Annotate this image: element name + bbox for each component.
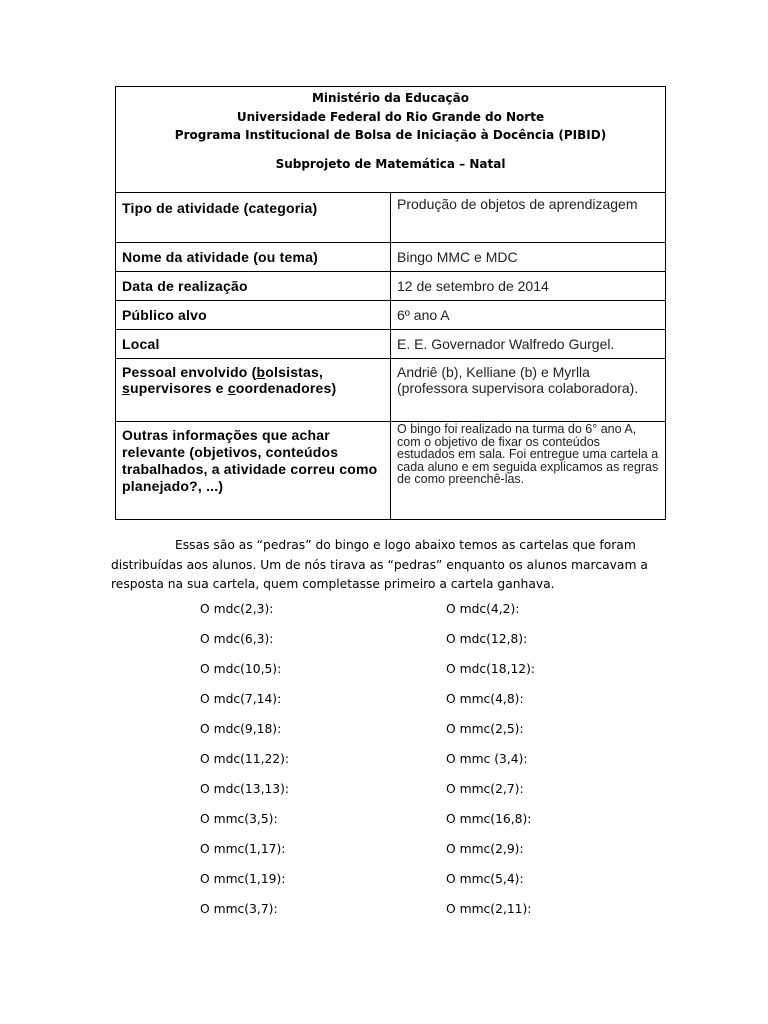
location-value: E. E. Governador Walfredo Gurgel. — [391, 330, 666, 359]
bingo-stone-right: O mmc(2,11): — [446, 902, 532, 916]
bingo-stone-right: O mdc(12,8): — [446, 632, 528, 646]
table-row — [116, 301, 666, 330]
location-label: Local — [116, 330, 391, 359]
bingo-stone-right: O mmc(2,5): — [446, 722, 524, 736]
university-title: Universidade Federal do Rio Grande do Norte — [236, 109, 545, 124]
bingo-stone-right: O mdc(18,12): — [446, 662, 536, 676]
activity-type-value: Produção de objetos de aprendizagem — [391, 193, 666, 243]
staff-label: Pessoal envolvido (bolsistas, supervisores e coordenadores) — [116, 359, 391, 422]
bingo-stone-left: O mmc(3,5): — [200, 812, 278, 826]
activity-report-table — [115, 86, 666, 520]
header-cell — [116, 87, 666, 193]
staff-value: Andriê (b), Kelliane (b) e Myrlla (professora supervisora colaboradora). — [391, 359, 666, 422]
ministry-title: Ministério da Educação — [311, 91, 470, 105]
bingo-stone-right: O mdc(4,2): — [446, 602, 520, 616]
activity-name-label: Nome da atividade (ou tema) — [116, 243, 391, 272]
bingo-stone-right: O mmc(16,8): — [446, 812, 532, 826]
audience-value: 6º ano A — [391, 301, 666, 330]
bingo-stone-left: O mdc(7,14): — [200, 692, 282, 706]
table-row — [116, 330, 666, 359]
bingo-stone-left: O mdc(2,3): — [200, 602, 274, 616]
table-row — [116, 272, 666, 301]
bingo-stone-left: O mdc(6,3): — [200, 632, 274, 646]
bingo-stone-right: O mmc (3,4): — [446, 752, 528, 766]
intro-paragraph: Essas são as “pedras” do bingo e logo abaixo temos as cartelas que foram distribuídas aos alunos. Um de nós tirava as “pedras” enquanto os alunos marcavam a resposta na sua cartela, quem completasse primeiro a cartela ganhava. — [111, 538, 648, 591]
other-info-value: O bingo foi realizado na turma do 6° ano A, com o objetivo de fixar os conteúdos estudados em sala. Foi entregue uma cartela a cada aluno e em seguida explicamos as regras de como preenchê-las. — [391, 422, 666, 520]
bingo-stone-left: O mdc(9,18): — [200, 722, 282, 736]
audience-label: Público alvo — [116, 301, 391, 330]
table-row — [116, 422, 666, 520]
bingo-stone-left: O mdc(13,13): — [200, 782, 290, 796]
activity-type-label: Tipo de atividade (categoria) — [116, 193, 391, 243]
bingo-stone-left: O mmc(3,7): — [200, 902, 278, 916]
date-label: Data de realização — [116, 272, 391, 301]
bingo-stone-left: O mmc(1,19): — [200, 872, 286, 886]
bingo-stone-left: O mdc(10,5): — [200, 662, 282, 676]
bingo-stone-right: O mmc(2,7): — [446, 782, 524, 796]
subproject-title: Subprojeto de Matemática – Natal — [275, 156, 506, 171]
program-title: Programa Institucional de Bolsa de Iniciação à Docência (PIBID) — [174, 128, 607, 142]
table-row — [116, 359, 666, 422]
bingo-stone-right: O mmc(5,4): — [446, 872, 524, 886]
table-row — [116, 193, 666, 243]
other-info-label: Outras informações que achar relevante (objetivos, conteúdos trabalhados, a atividade correu como planejado?, ...) — [116, 422, 391, 520]
activity-name-value: Bingo MMC e MDC — [391, 243, 666, 272]
table-row — [116, 243, 666, 272]
bingo-stone-right: O mmc(2,9): — [446, 842, 524, 856]
bingo-stone-right: O mmc(4,8): — [446, 692, 524, 706]
date-value: 12 de setembro de 2014 — [391, 272, 666, 301]
bingo-stone-left: O mmc(1,17): — [200, 842, 286, 856]
bingo-stone-left: O mdc(11,22): — [200, 752, 290, 766]
